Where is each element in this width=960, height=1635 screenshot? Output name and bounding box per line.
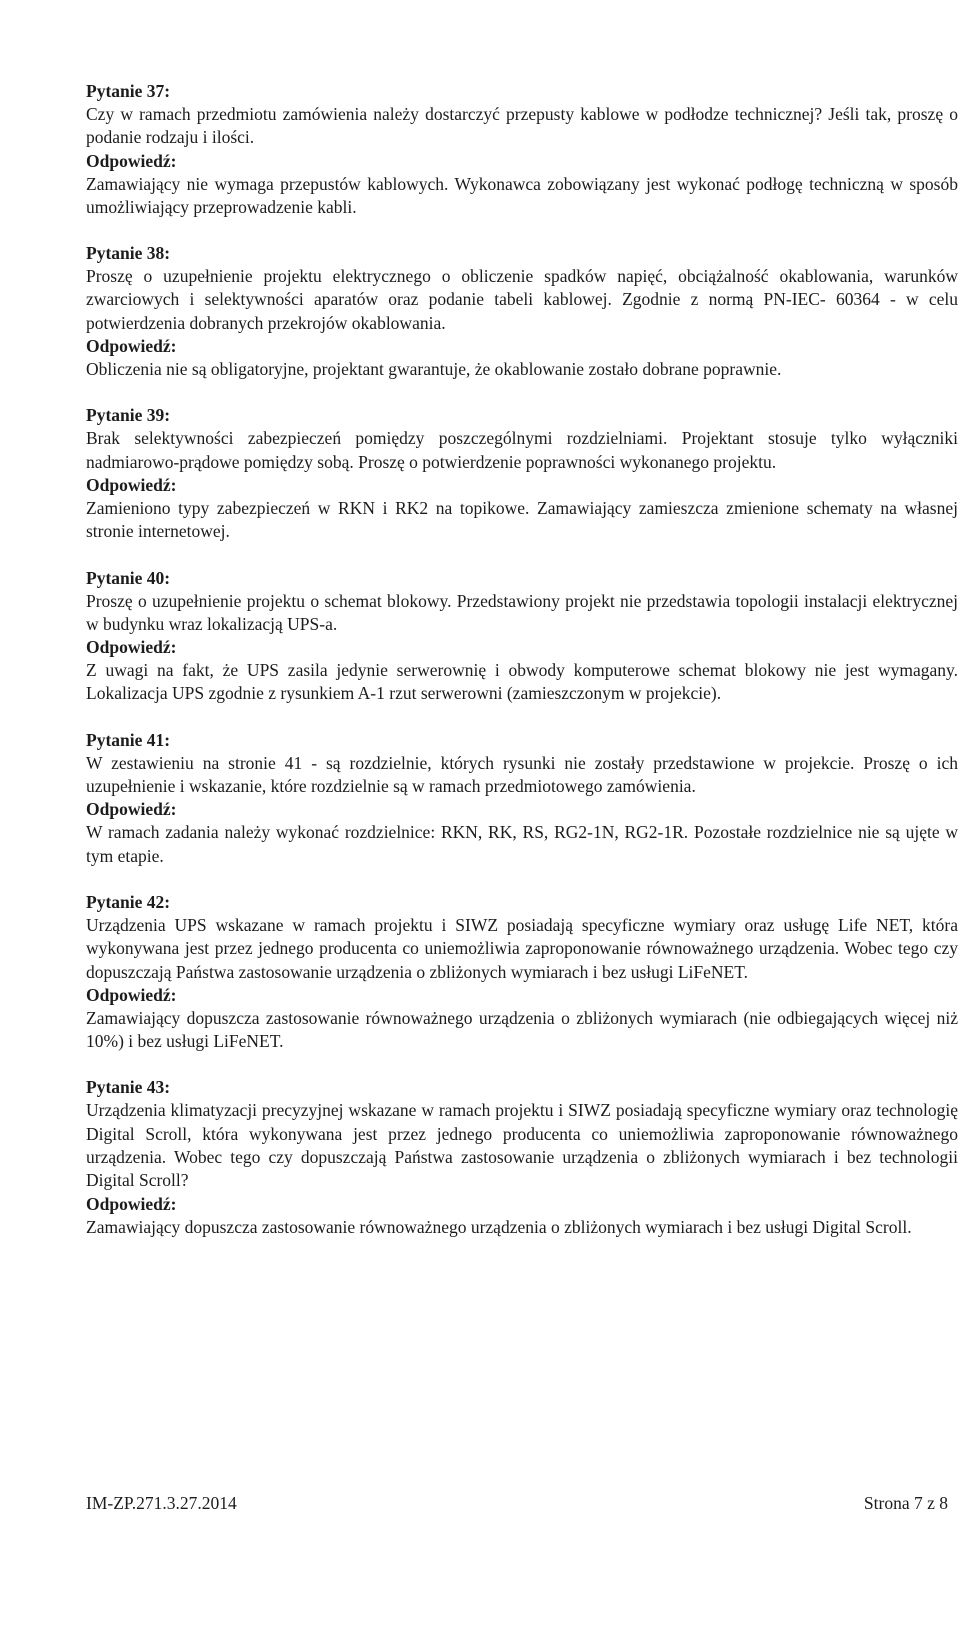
question-label: Pytanie 40: — [86, 567, 171, 588]
question-text: Urządzenia UPS wskazane w ramach projektu i SIWZ posiadają specyficzne wymiary oraz usługę Life NET, która wykonywana jest przez jednego producenta co uniemożliwia zaproponowanie równoważnego urządzenia. Wobec tego czy dopuszczają Państwa zastosowanie urządzenia o zbliżonych wymiarach i bez usługi LiFeNET. — [86, 914, 958, 982]
answer-label: Odpowiedź: — [86, 336, 177, 357]
question-label: Pytanie 38: — [86, 243, 171, 264]
question-label: Pytanie 41: — [86, 729, 171, 750]
question-label: Pytanie 42: — [86, 891, 171, 912]
qa-item-42 — [86, 891, 958, 1053]
question-text: Brak selektywności zabezpieczeń pomiędzy poszczególnymi rozdzielniami. Projektant stosuje tylko wyłączniki nadmiarowo-prądowe pomiędzy sobą. Proszę o potwierdzenie poprawności wykonanego projektu. — [86, 428, 958, 472]
question-text: Urządzenia klimatyzacji precyzyjnej wskazane w ramach projektu i SIWZ posiadają specyficzne wymiary oraz technologię Digital Scroll, która wykonywana jest przez jednego producenta co uniemożliwia zaproponowanie równoważnego urządzenia. Wobec tego czy dopuszczają Państwa zastosowanie urządzenia o zbliżonych wymiarach i bez technologii Digital Scroll? — [86, 1100, 958, 1191]
question-text: W zestawieniu na stronie 41 - są rozdzielnie, których rysunki nie zostały przedstawione w projekcie. Proszę o ich uzupełnienie i wskazanie, które rozdzielnie są w ramach przedmiotowego zamówienia. — [86, 752, 958, 797]
qa-list — [86, 80, 958, 1262]
question-label: Pytanie 43: — [86, 1077, 171, 1098]
answer-text: Zamawiający dopuszcza zastosowanie równoważnego urządzenia o zbliżonych wymiarach (nie odbiegających więcej niż 10%) i bez usługi LiFeNET. — [86, 1007, 958, 1052]
question-text: Czy w ramach przedmiotu zamówienia należy dostarczyć przepusty kablowe w podłodze technicznej? Jeśli tak, proszę o podanie rodzaju i ilości. — [86, 104, 958, 148]
qa-item-39 — [86, 404, 958, 543]
qa-item-43 — [86, 1076, 958, 1238]
qa-item-40 — [86, 567, 958, 706]
answer-label: Odpowiedź: — [86, 474, 177, 495]
answer-label: Odpowiedź: — [86, 637, 177, 658]
answer-text: Z uwagi na fakt, że UPS zasila jedynie serwerownię i obwody komputerowe schemat blokowy nie jest wymagany. Lokalizacja UPS zgodnie z rysunkiem A-1 rzut serwerowni (zamieszczonym w projekcie). — [86, 660, 958, 704]
answer-label: Odpowiedź: — [86, 1193, 177, 1214]
qa-item-37 — [86, 80, 958, 219]
question-label: Pytanie 39: — [86, 405, 171, 426]
answer-text: Zamawiający nie wymaga przepustów kablowych. Wykonawca zobowiązany jest wykonać podłogę techniczną w sposób umożliwiający przeprowadzenie kabli. — [86, 173, 958, 217]
document-reference: IM-ZP.271.3.27.2014 — [86, 1493, 237, 1513]
answer-label: Odpowiedź: — [86, 150, 177, 171]
question-text: Proszę o uzupełnienie projektu elektrycznego o obliczenie spadków napięć, obciążalność okablowania, warunków zwarciowych i selektywności aparatów oraz podanie tabeli kablowej. Zgodnie z normą PN-IEC- 60364 - w celu potwierdzenia dobranych przekrojów okablowania. — [86, 266, 958, 333]
answer-label: Odpowiedź: — [86, 984, 177, 1005]
answer-label: Odpowiedź: — [86, 799, 177, 820]
answer-text: W ramach zadania należy wykonać rozdzielnice: RKN, RK, RS, RG2-1N, RG2-1R. Pozostałe rozdzielnice nie są ujęte w tym etapie. — [86, 822, 958, 866]
qa-item-41 — [86, 729, 958, 868]
page-number: Strona 7 z 8 — [863, 1493, 948, 1513]
page-footer — [86, 1492, 948, 1515]
answer-text: Obliczenia nie są obligatoryjne, projektant gwarantuje, że okablowanie zostało dobrane poprawnie. — [86, 359, 782, 380]
question-label: Pytanie 37: — [86, 81, 171, 101]
question-text: Proszę o uzupełnienie projektu o schemat blokowy. Przedstawiony projekt nie przedstawia topologii instalacji elektrycznej w budynku wraz lokalizacją UPS-a. — [86, 590, 958, 634]
answer-text: Zamawiający dopuszcza zastosowanie równoważnego urządzenia o zbliżonych wymiarach i bez usługi Digital Scroll. — [86, 1216, 912, 1237]
answer-text: Zamieniono typy zabezpieczeń w RKN i RK2 na topikowe. Zamawiający zamieszcza zmienione schematy na własnej stronie internetowej. — [86, 497, 958, 542]
qa-item-38 — [86, 242, 958, 381]
